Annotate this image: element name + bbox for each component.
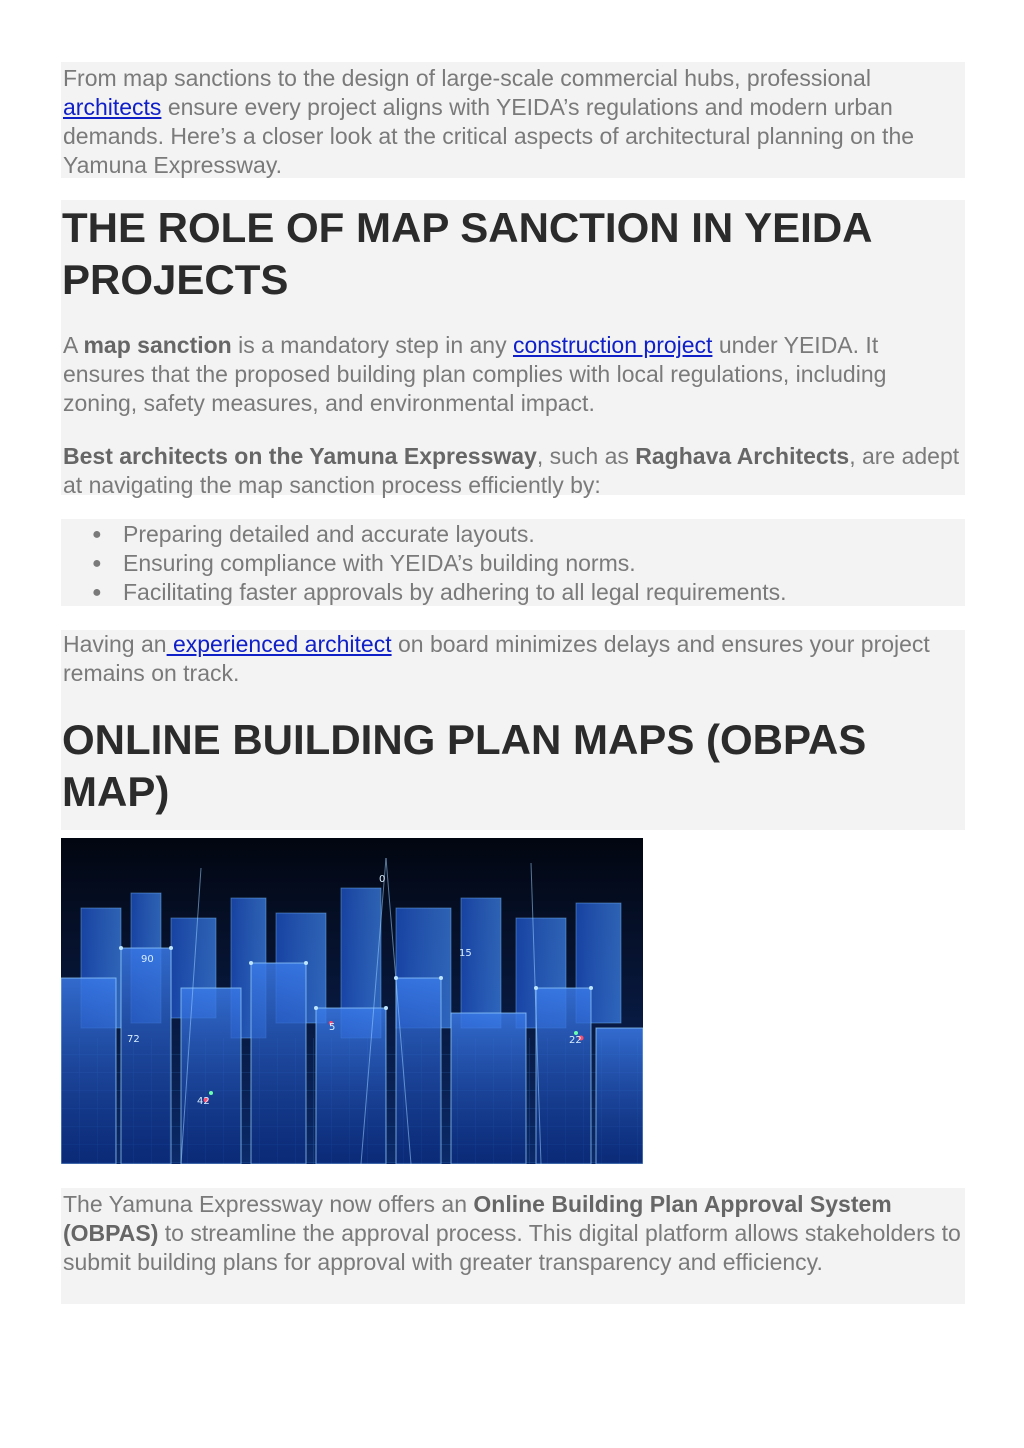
image-label: 42 [197, 1096, 210, 1107]
best-architects-paragraph: Best architects on the Yamuna Expressway, such as Raghava Architects, are adept at navigating the map sanction process efficiently by: [63, 443, 960, 498]
list-item: ● Ensuring compliance with YEIDA’s building norms. [92, 550, 636, 576]
list-item: ● Preparing detailed and accurate layouts. [92, 521, 535, 547]
intro-paragraph: From map sanctions to the design of large-scale commercial hubs, professional architects ensure every project aligns with YEIDA’s regulations and modern urban demands. Here’s a closer look at the critical aspects of architectural planning on the Yamuna Expressway. [63, 65, 915, 178]
section1-block [61, 200, 965, 498]
image-label: 5 [329, 1022, 336, 1033]
image-label: 15 [459, 948, 472, 959]
bullet-list-block [61, 519, 965, 606]
experienced-architect-link[interactable]: experienced architect [166, 631, 392, 657]
experienced-architect-paragraph: Having an experienced architect on board minimizes delays and ensures your project remains on track. [63, 631, 930, 686]
construction-project-link[interactable]: construction project [513, 332, 713, 358]
bullet-icon: ● [92, 555, 102, 572]
obpas-block [61, 1188, 965, 1304]
image-label: 0 [379, 874, 386, 885]
image-label: 22 [569, 1035, 582, 1046]
intro-block [61, 62, 965, 178]
image-label: 90 [141, 954, 154, 965]
section1-heading: THE ROLE OF MAP SANCTION IN YEIDA PROJECTS [62, 204, 871, 303]
obpas-paragraph: The Yamuna Expressway now offers an Online Building Plan Approval System (OBPAS) to streamline the approval process. This digital platform allows stakeholders to submit building plans for approval with greater transparency and efficiency. [63, 1191, 961, 1275]
image-label: 72 [127, 1034, 140, 1045]
section2-heading: ONLINE BUILDING PLAN MAPS (OBPAS MAP) [62, 716, 867, 815]
bullet-icon: ● [92, 526, 102, 543]
section2-block [61, 630, 965, 830]
list-item: ● Facilitating faster approvals by adhering to all legal requirements. [92, 579, 787, 605]
bullet-icon: ● [92, 584, 102, 601]
city-hologram-image [61, 838, 643, 1164]
map-sanction-paragraph: A map sanction is a mandatory step in any construction project under YEIDA. It ensures that the proposed building plan complies with local regulations, including zoning, safety measures, and environmental impact. [63, 332, 887, 416]
bullet-list [61, 519, 965, 607]
architects-link[interactable]: architects [63, 94, 162, 120]
